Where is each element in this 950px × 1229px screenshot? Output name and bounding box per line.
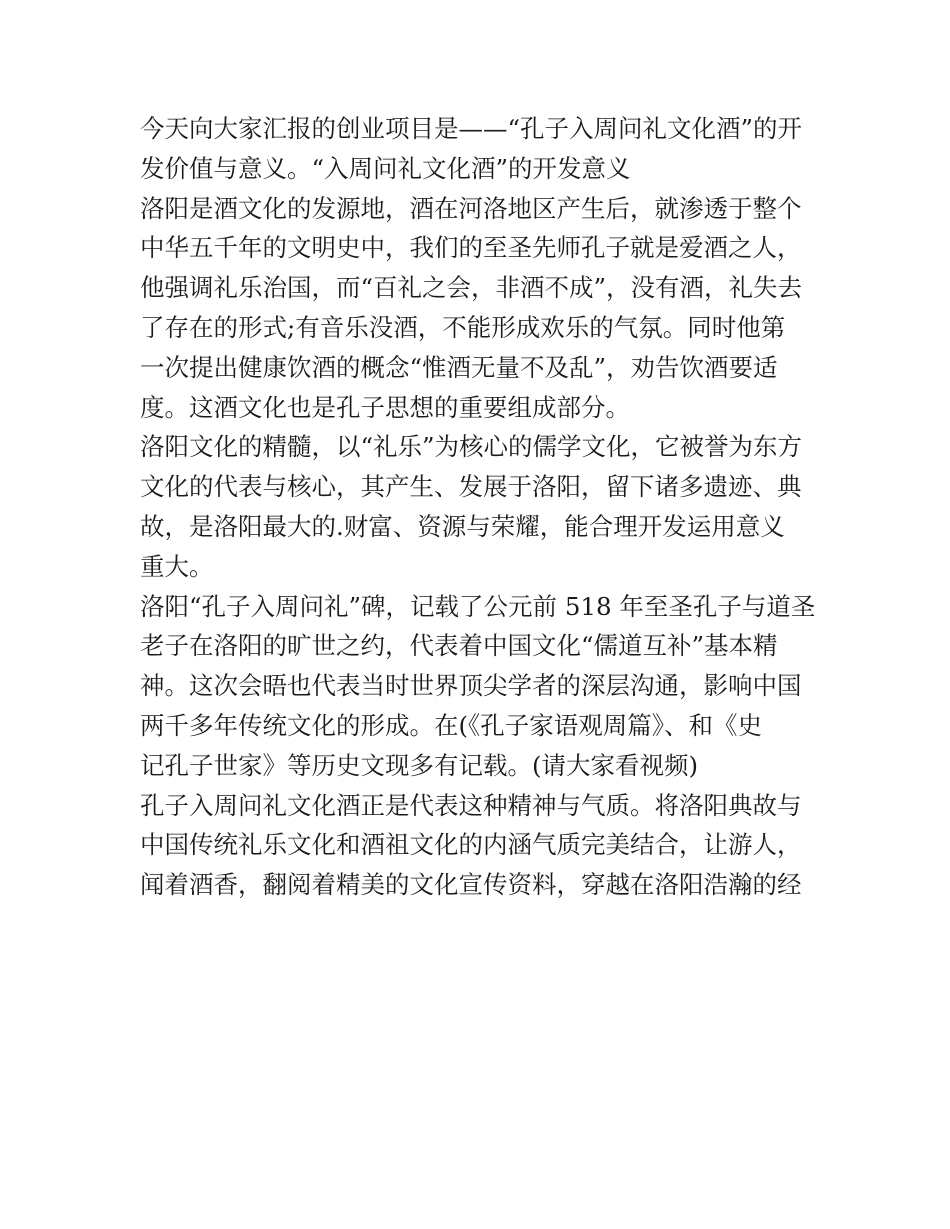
text-line: 神。这次会晤也代表当时世界顶尖学者的深层沟通，影响中国	[140, 671, 802, 701]
text-line: 洛阳“孔子入周问礼”碑，记载了公元前 518 年至圣孔子与道圣	[140, 591, 816, 621]
text-line: 孔子入周问礼文化酒正是代表这种精神与气质。将洛阳典故与	[140, 790, 802, 820]
text-line: 老子在洛阳的旷世之约，代表着中国文化“儒道互补”基本精	[140, 631, 778, 661]
body-text	[140, 109, 830, 905]
text-line: 今天向大家汇报的创业项目是——“孔子入周问礼文化酒”的开	[140, 114, 803, 143]
text-line: 中华五千年的文明史中，我们的至圣先师孔子就是爱酒之人，	[140, 233, 802, 263]
text-line: 故，是洛阳最大的.财富、资源与荣耀，能合理开发运用意义	[140, 511, 785, 541]
text-line: 了存在的形式;有音乐没酒，不能形成欢乐的气氛。同时他第	[140, 312, 786, 342]
text-line: 记孔子世家》等历史文现多有记载。(请大家看视频)	[140, 750, 699, 780]
text-line: 洛阳是酒文化的发源地，酒在河洛地区产生后，就渗透于整个	[140, 193, 802, 223]
text-line: 两千多年传统文化的形成。在(《孔子家语观周篇》、和《史	[140, 710, 763, 740]
text-line: 闻着酒香，翻阅着精美的文化宣传资料，穿越在洛阳浩瀚的经	[140, 870, 802, 900]
text-line: 一次提出健康饮酒的概念“惟酒无量不及乱”，劝告饮酒要适	[140, 352, 778, 382]
text-line: 发价值与意义。“入周问礼文化酒”的开发意义	[140, 153, 631, 183]
text-line: 文化的代表与核心，其产生、发展于洛阳，留下诸多遗迹、典	[140, 472, 802, 502]
text-line: 洛阳文化的精髓，以“礼乐”为核心的儒学文化，它被誉为东方	[140, 432, 803, 462]
text-line: 重大。	[140, 551, 214, 581]
text-line: 度。这酒文化也是孔子思想的重要组成部分。	[140, 392, 630, 422]
text-line: 他强调礼乐治国，而“百礼之会，非酒不成”，没有酒，礼失去	[140, 273, 803, 303]
text-line: 中国传统礼乐文化和酒祖文化的内涵气质完美结合，让游人，	[140, 830, 802, 860]
